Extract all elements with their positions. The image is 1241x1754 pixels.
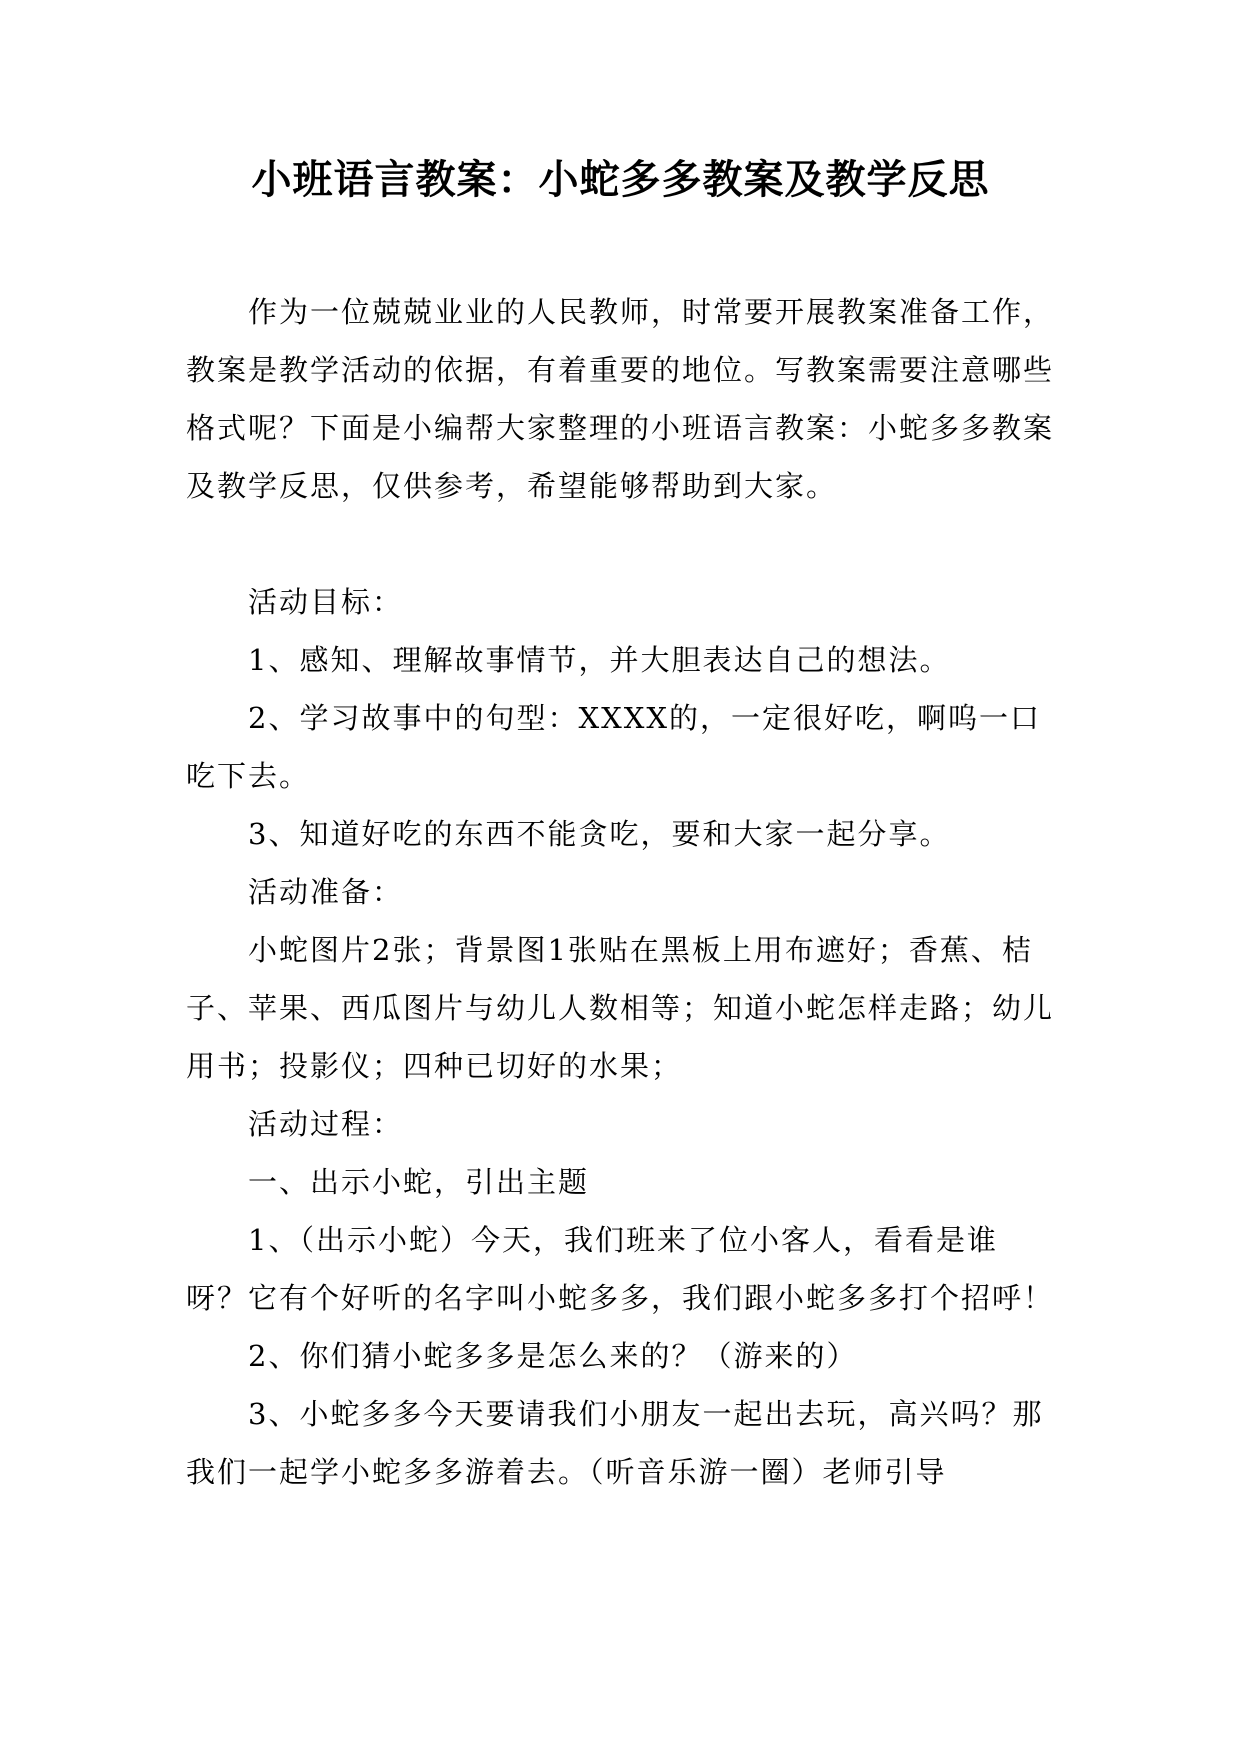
process-item: 1、（出示小蛇）今天，我们班来了位小客人，看看是谁呀？它有个好听的名字叫小蛇多多，我们跟小蛇多多打个招呼！ <box>186 1223 1055 1315</box>
section-heading-goals: 活动目标： <box>248 585 404 619</box>
goal-item: 3、知道好吃的东西不能贪吃，要和大家一起分享。 <box>248 817 951 851</box>
goal-item: 2、学习故事中的句型：XXXX的，一定很好吃，啊呜一口吃下去。 <box>186 701 1042 793</box>
section-heading-process: 活动过程： <box>248 1107 404 1141</box>
preparation-text: 小蛇图片2张；背景图1张贴在黑板上用布遮好；香蕉、桔子、苹果、西瓜图片与幼儿人数相等；知道小蛇怎样走路；幼儿用书；投影仪；四种已切好的水果； <box>186 933 1055 1083</box>
document-title: 小班语言教案：小蛇多多教案及教学反思 <box>251 157 990 203</box>
intro-section <box>186 283 1058 515</box>
process-item: 3、小蛇多多今天要请我们小朋友一起出去玩，高兴吗？那我们一起学小蛇多多游着去。（听音乐游一圈）老师引导 <box>186 1397 1044 1489</box>
intro-paragraph: 作为一位兢兢业业的人民教师，时常要开展教案准备工作，教案是教学活动的依据，有着重要的地位。写教案需要注意哪些格式呢？下面是小编帮大家整理的小班语言教案：小蛇多多教案及教学反思，仅供参考，希望能够帮助到大家。 <box>186 295 1055 503</box>
lesson-content <box>186 573 1058 1501</box>
process-item: 2、你们猜小蛇多多是怎么来的？（游来的） <box>248 1339 858 1373</box>
process-step-heading: 一、出示小蛇，引出主题 <box>248 1165 590 1199</box>
goal-item: 1、感知、理解故事情节，并大胆表达自己的想法。 <box>248 643 951 677</box>
section-heading-preparation: 活动准备： <box>248 875 404 909</box>
